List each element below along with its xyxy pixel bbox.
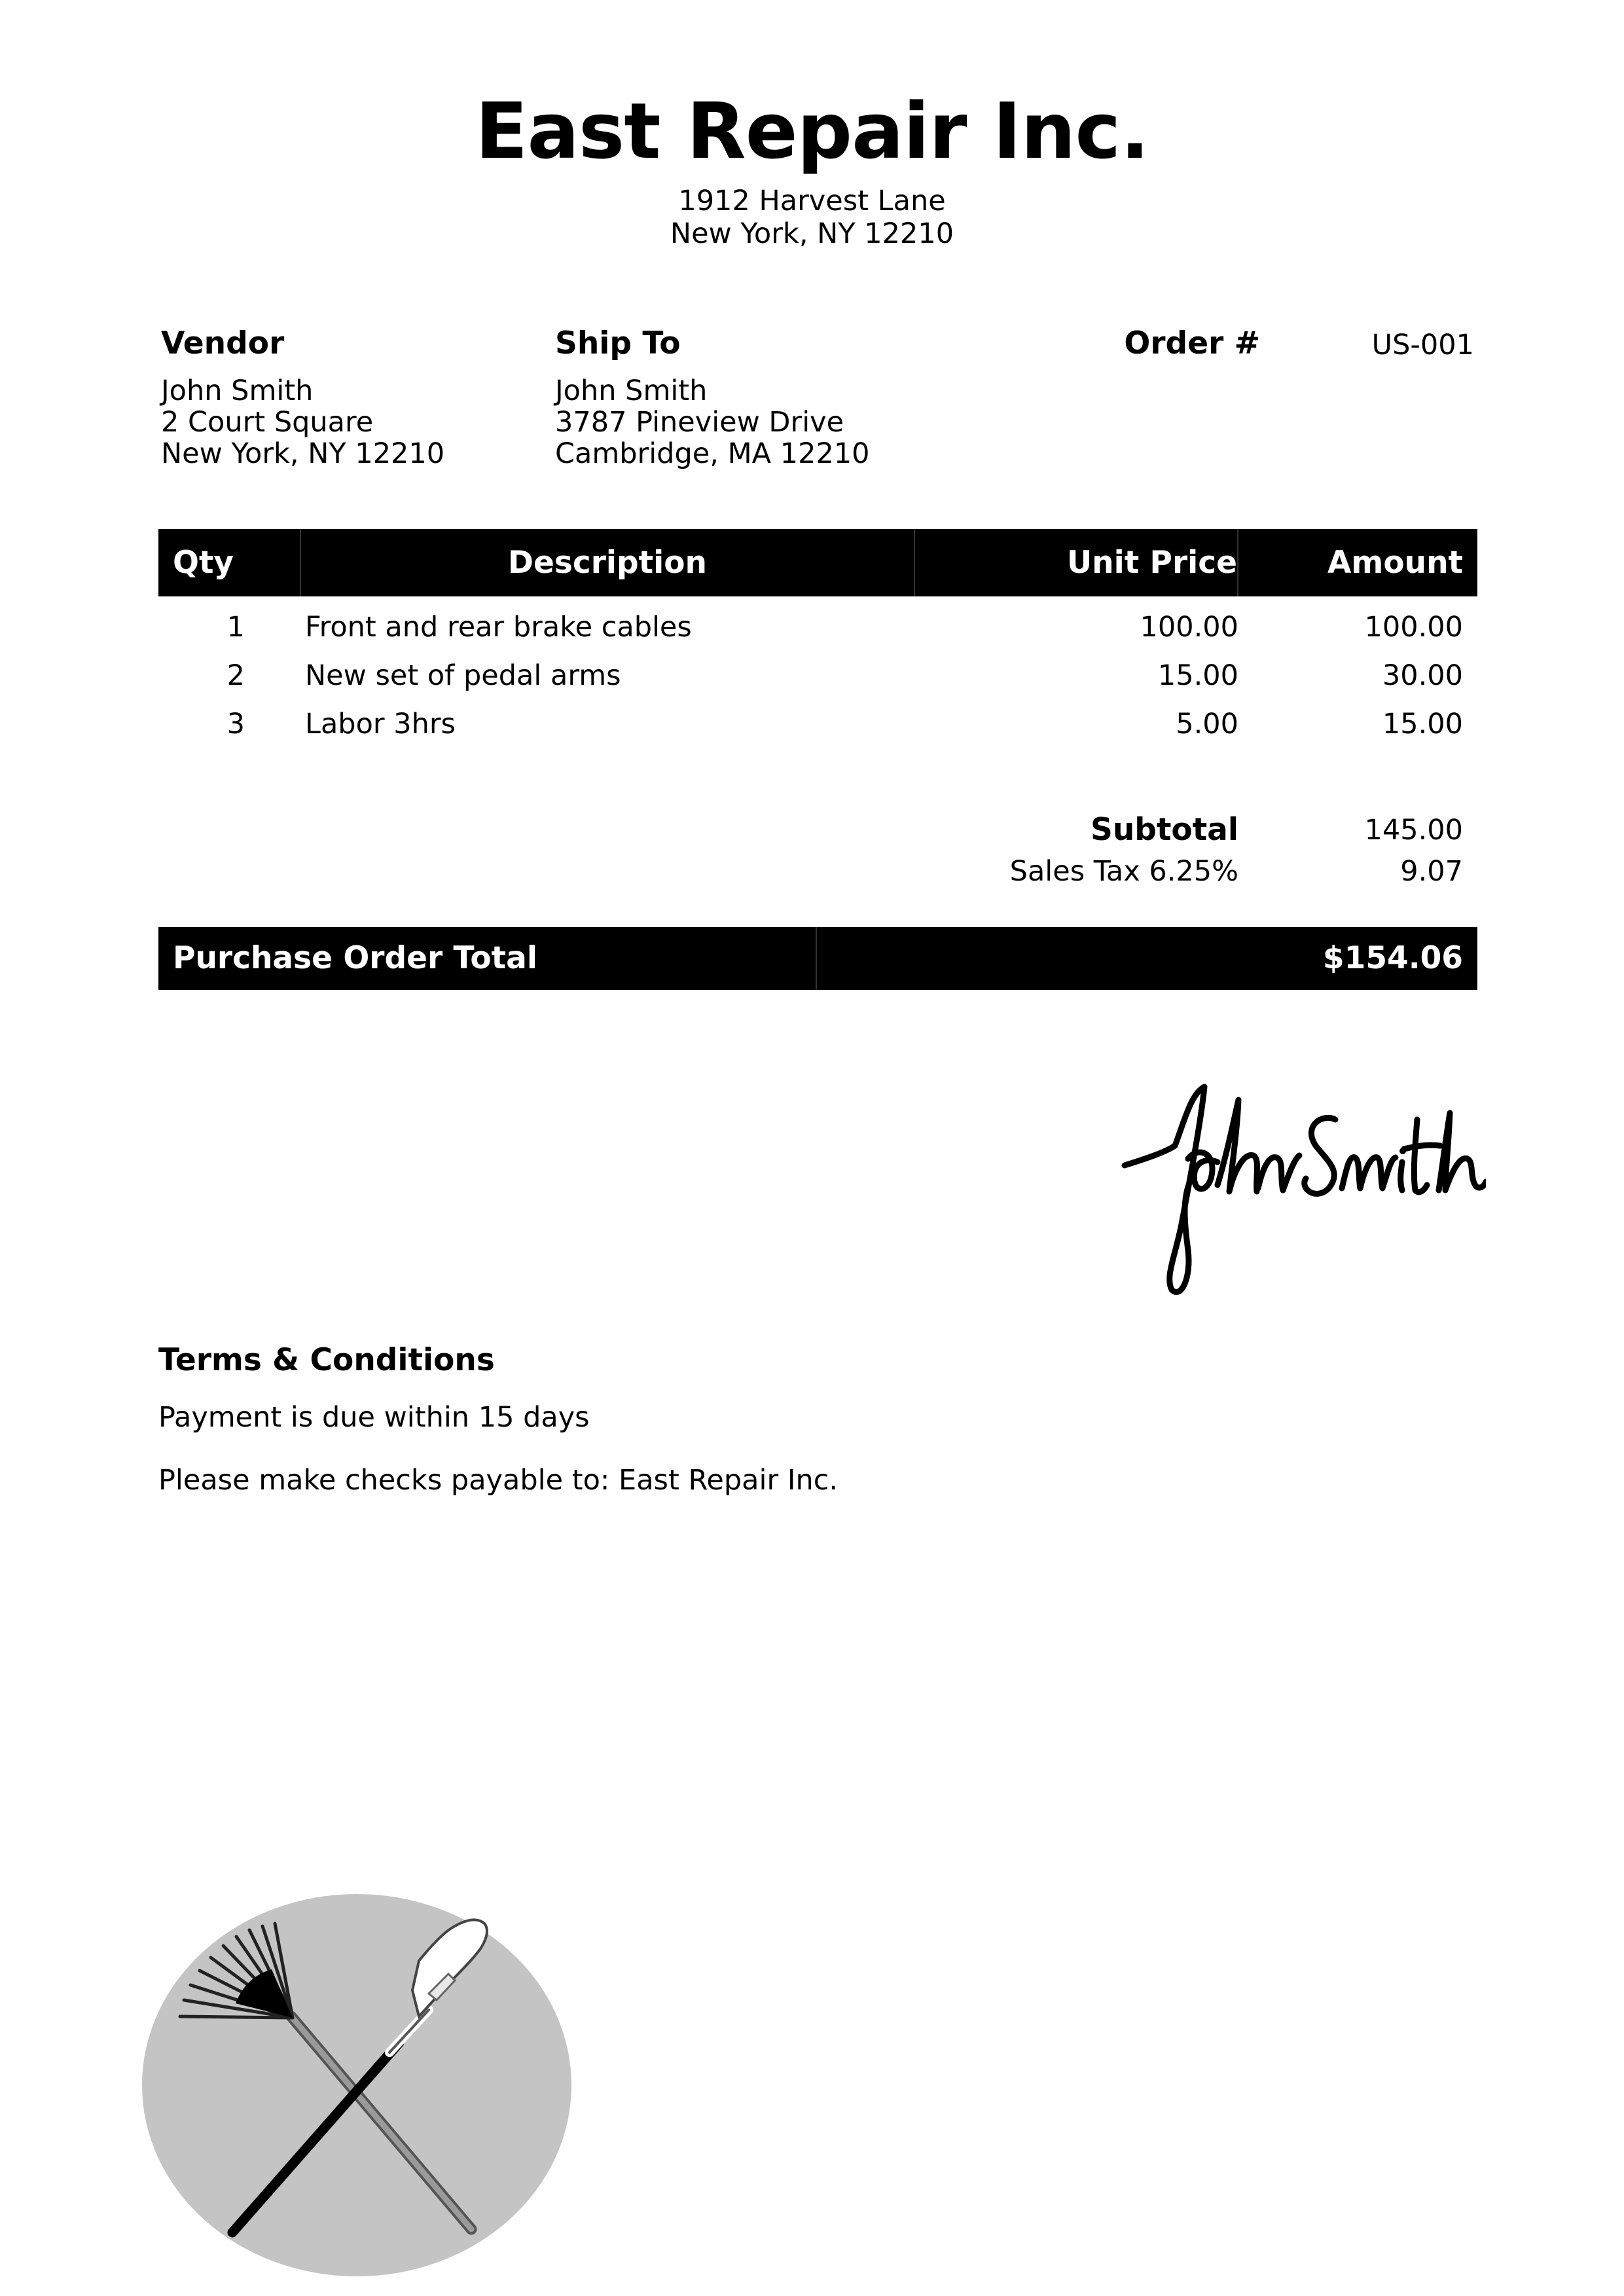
company-address-line-2: New York, NY 12210 xyxy=(670,217,954,250)
signature-stroke-h xyxy=(1218,1100,1257,1192)
header-qty: Qty xyxy=(158,529,301,596)
vendor-name: John Smith xyxy=(161,374,314,407)
terms-checks-payable: Please make checks payable to: East Repair Inc. xyxy=(158,1464,839,1497)
signature-stroke-s xyxy=(1305,1118,1335,1194)
table-row xyxy=(158,651,1477,700)
ship-to-street: 3787 Pineview Drive xyxy=(555,406,844,439)
row-unit-price: 5.00 xyxy=(1176,708,1238,740)
terms-heading: Terms & Conditions xyxy=(158,1342,495,1378)
vendor-address xyxy=(161,375,444,469)
company-address xyxy=(0,185,1624,250)
ship-to-heading: Ship To xyxy=(555,325,681,361)
signature-stroke-o xyxy=(1188,1152,1218,1189)
signature-stroke-h2 xyxy=(1439,1113,1486,1190)
total-divider xyxy=(816,927,817,990)
purchase-order-total-value: $154.06 xyxy=(1322,940,1463,976)
header-unit-price: Unit Price xyxy=(915,529,1238,596)
vendor-city: New York, NY 12210 xyxy=(161,437,445,470)
subtotal-label: Subtotal xyxy=(1090,812,1238,848)
company-address-line-1: 1912 Harvest Lane xyxy=(678,185,946,217)
sales-tax-label: Sales Tax 6.25% xyxy=(1009,855,1238,888)
row-amount: 15.00 xyxy=(1382,708,1463,740)
signature-stroke-m xyxy=(1342,1157,1396,1188)
company-name: East Repair Inc. xyxy=(475,86,1149,176)
items-table-header xyxy=(158,529,1477,596)
signature-stroke-t xyxy=(1404,1120,1440,1192)
row-qty: 3 xyxy=(226,708,245,740)
row-qty: 1 xyxy=(226,611,245,644)
row-description: Labor 3hrs xyxy=(305,708,456,740)
signature-image xyxy=(1119,1080,1486,1303)
order-number-label: Order # xyxy=(1124,325,1260,361)
signature-dot xyxy=(1399,1148,1406,1154)
ship-to-address xyxy=(555,375,870,469)
table-row xyxy=(158,603,1477,651)
row-unit-price: 100.00 xyxy=(1140,611,1238,644)
row-qty: 2 xyxy=(226,659,245,692)
signature-stroke-n xyxy=(1258,1156,1299,1190)
row-unit-price: 15.00 xyxy=(1157,659,1238,692)
header-description: Description xyxy=(301,529,915,596)
row-description: New set of pedal arms xyxy=(305,659,621,692)
signature-stroke-j xyxy=(1125,1087,1204,1292)
vendor-heading: Vendor xyxy=(161,325,285,361)
subtotal-value: 145.00 xyxy=(1364,814,1463,847)
sales-tax-value: 9.07 xyxy=(1400,855,1463,888)
signature-stroke-i xyxy=(1401,1162,1402,1190)
vendor-street: 2 Court Square xyxy=(161,406,374,439)
ship-to-name: John Smith xyxy=(555,374,708,407)
purchase-order-total-label: Purchase Order Total xyxy=(173,940,537,976)
row-description: Front and rear brake cables xyxy=(305,611,692,644)
row-amount: 100.00 xyxy=(1364,611,1463,644)
header-amount: Amount xyxy=(1327,545,1463,581)
terms-payment-due: Payment is due within 15 days xyxy=(158,1401,590,1434)
rake-and-shovel-logo xyxy=(141,1892,573,2278)
row-amount: 30.00 xyxy=(1382,659,1463,692)
order-number-value: US-001 xyxy=(1371,329,1474,361)
purchase-order-total-bar xyxy=(158,927,1477,990)
table-row xyxy=(158,700,1477,748)
ship-to-city: Cambridge, MA 12210 xyxy=(555,437,870,470)
